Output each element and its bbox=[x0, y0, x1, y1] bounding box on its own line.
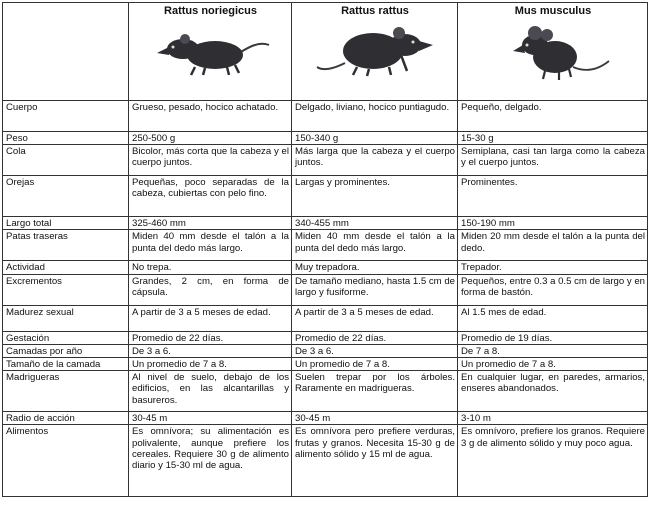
cell-rattus-norvegicus: 250-500 g bbox=[129, 132, 292, 145]
cell-rattus-norvegicus: No trepa. bbox=[129, 261, 292, 274]
cell-rattus-norvegicus: Promedio de 22 días. bbox=[129, 331, 292, 344]
cell-rattus-norvegicus: Al nivel de suelo, debajo de los edificios, en las alcantarillas y basureros. bbox=[129, 371, 292, 412]
species-comparison-table bbox=[2, 2, 648, 497]
row-label: Peso bbox=[3, 132, 129, 145]
rat-norvegicus-illustration-icon bbox=[151, 23, 271, 79]
table-row bbox=[3, 305, 648, 331]
cell-rattus-rattus: Suelen trepar por los árboles. Raramente en madrigueras. bbox=[292, 371, 458, 412]
row-label: Actividad bbox=[3, 261, 129, 274]
cell-mus-musculus: Es omnívoro, prefiere los granos. Requiere 3 g de alimento sólido y muy poco agua. bbox=[458, 425, 648, 497]
cell-rattus-norvegicus: Grandes, 2 cm, en forma de cápsula. bbox=[129, 274, 292, 305]
cell-rattus-norvegicus: De 3 a 6. bbox=[129, 344, 292, 357]
row-label: Alimentos bbox=[3, 425, 129, 497]
table-row bbox=[3, 274, 648, 305]
cell-mus-musculus: 150-190 mm bbox=[458, 217, 648, 230]
cell-rattus-rattus: 30-45 m bbox=[292, 412, 458, 425]
table-row bbox=[3, 358, 648, 371]
table-row bbox=[3, 261, 648, 274]
species-name: Rattus noriegicus bbox=[164, 5, 257, 17]
table-row bbox=[3, 371, 648, 412]
row-label: Gestación bbox=[3, 331, 129, 344]
row-label: Radio de acción bbox=[3, 412, 129, 425]
row-label: Madurez sexual bbox=[3, 305, 129, 331]
corner-cell bbox=[3, 3, 129, 101]
row-label: Patas traseras bbox=[3, 230, 129, 261]
cell-rattus-norvegicus: Grueso, pesado, hocico achatado. bbox=[129, 101, 292, 132]
cell-rattus-rattus: Más larga que la cabeza y el cuerpo juntos. bbox=[292, 145, 458, 176]
cell-rattus-rattus: Largas y prominentes. bbox=[292, 176, 458, 217]
cell-rattus-rattus: A partir de 3 a 5 meses de edad. bbox=[292, 305, 458, 331]
cell-rattus-rattus: Miden 40 mm desde el talón a la punta del dedo más largo. bbox=[292, 230, 458, 261]
cell-rattus-norvegicus: Miden 40 mm desde el talón a la punta del dedo más largo. bbox=[129, 230, 292, 261]
comparison-document bbox=[2, 2, 647, 497]
species-name: Mus musculus bbox=[514, 5, 592, 17]
cell-mus-musculus: Pequeño, delgado. bbox=[458, 101, 648, 132]
cell-mus-musculus: 15-30 g bbox=[458, 132, 648, 145]
cell-rattus-norvegicus: 30-45 m bbox=[129, 412, 292, 425]
cell-rattus-rattus: Es omnívora pero prefiere verduras, frutas y granos. Necesita 15-30 g de alimento sólido y 15 ml de agua. bbox=[292, 425, 458, 497]
cell-rattus-rattus: 150-340 g bbox=[292, 132, 458, 145]
header-row bbox=[3, 3, 648, 101]
species-header-rattus-norvegicus bbox=[129, 3, 292, 101]
row-label: Excrementos bbox=[3, 274, 129, 305]
cell-rattus-rattus: Muy trepadora. bbox=[292, 261, 458, 274]
table-row bbox=[3, 425, 648, 497]
cell-mus-musculus: Prominentes. bbox=[458, 176, 648, 217]
cell-mus-musculus: 3-10 m bbox=[458, 412, 648, 425]
species-name: Rattus rattus bbox=[341, 5, 409, 17]
table-row bbox=[3, 331, 648, 344]
cell-mus-musculus: Trepador. bbox=[458, 261, 648, 274]
row-label: Cola bbox=[3, 145, 129, 176]
cell-mus-musculus: Un promedio de 7 a 8. bbox=[458, 358, 648, 371]
species-header-rattus-rattus bbox=[292, 3, 458, 101]
cell-mus-musculus: Miden 20 mm desde el talón a la punta del dedo. bbox=[458, 230, 648, 261]
cell-mus-musculus: De 7 a 8. bbox=[458, 344, 648, 357]
row-label: Cuerpo bbox=[3, 101, 129, 132]
table-row bbox=[3, 132, 648, 145]
table-row bbox=[3, 176, 648, 217]
cell-rattus-rattus: De 3 a 6. bbox=[292, 344, 458, 357]
rat-rattus-illustration-icon bbox=[315, 23, 435, 79]
table-row bbox=[3, 217, 648, 230]
cell-rattus-norvegicus: Bicolor, más corta que la cabeza y el cuerpo juntos. bbox=[129, 145, 292, 176]
row-label: Tamaño de la camada bbox=[3, 358, 129, 371]
cell-rattus-norvegicus: Un promedio de 7 a 8. bbox=[129, 358, 292, 371]
cell-mus-musculus: Semiplana, casi tan larga como la cabeza y el cuerpo juntos. bbox=[458, 145, 648, 176]
cell-rattus-norvegicus: Pequeñas, poco separadas de la cabeza, cubiertas con pelo fino. bbox=[129, 176, 292, 217]
cell-mus-musculus: Pequeños, entre 0.3 a 0.5 cm de largo y en forma de bastón. bbox=[458, 274, 648, 305]
table-row bbox=[3, 145, 648, 176]
row-label: Camadas por año bbox=[3, 344, 129, 357]
species-header-mus-musculus bbox=[458, 3, 648, 101]
row-label: Orejas bbox=[3, 176, 129, 217]
cell-rattus-rattus: Delgado, liviano, hocico puntiagudo. bbox=[292, 101, 458, 132]
table-row bbox=[3, 344, 648, 357]
table-row bbox=[3, 230, 648, 261]
cell-mus-musculus: Al 1.5 mes de edad. bbox=[458, 305, 648, 331]
cell-rattus-norvegicus: Es omnívora; su alimentación es polivalente, aunque prefiere los cereales. Requiere 30 g de alimento diario y 15-30 ml de agua. bbox=[129, 425, 292, 497]
table-row bbox=[3, 412, 648, 425]
cell-rattus-rattus: 340-455 mm bbox=[292, 217, 458, 230]
cell-rattus-norvegicus: A partir de 3 a 5 meses de edad. bbox=[129, 305, 292, 331]
row-label: Largo total bbox=[3, 217, 129, 230]
cell-rattus-rattus: Un promedio de 7 a 8. bbox=[292, 358, 458, 371]
cell-mus-musculus: En cualquier lugar, en paredes, armarios, enseres abandonados. bbox=[458, 371, 648, 412]
cell-mus-musculus: Promedio de 19 días. bbox=[458, 331, 648, 344]
table-row bbox=[3, 101, 648, 132]
cell-rattus-rattus: Promedio de 22 días. bbox=[292, 331, 458, 344]
mouse-musculus-illustration-icon bbox=[493, 23, 613, 83]
row-label: Madrigueras bbox=[3, 371, 129, 412]
cell-rattus-norvegicus: 325-460 mm bbox=[129, 217, 292, 230]
cell-rattus-rattus: De tamaño mediano, hasta 1.5 cm de largo y fusiforme. bbox=[292, 274, 458, 305]
